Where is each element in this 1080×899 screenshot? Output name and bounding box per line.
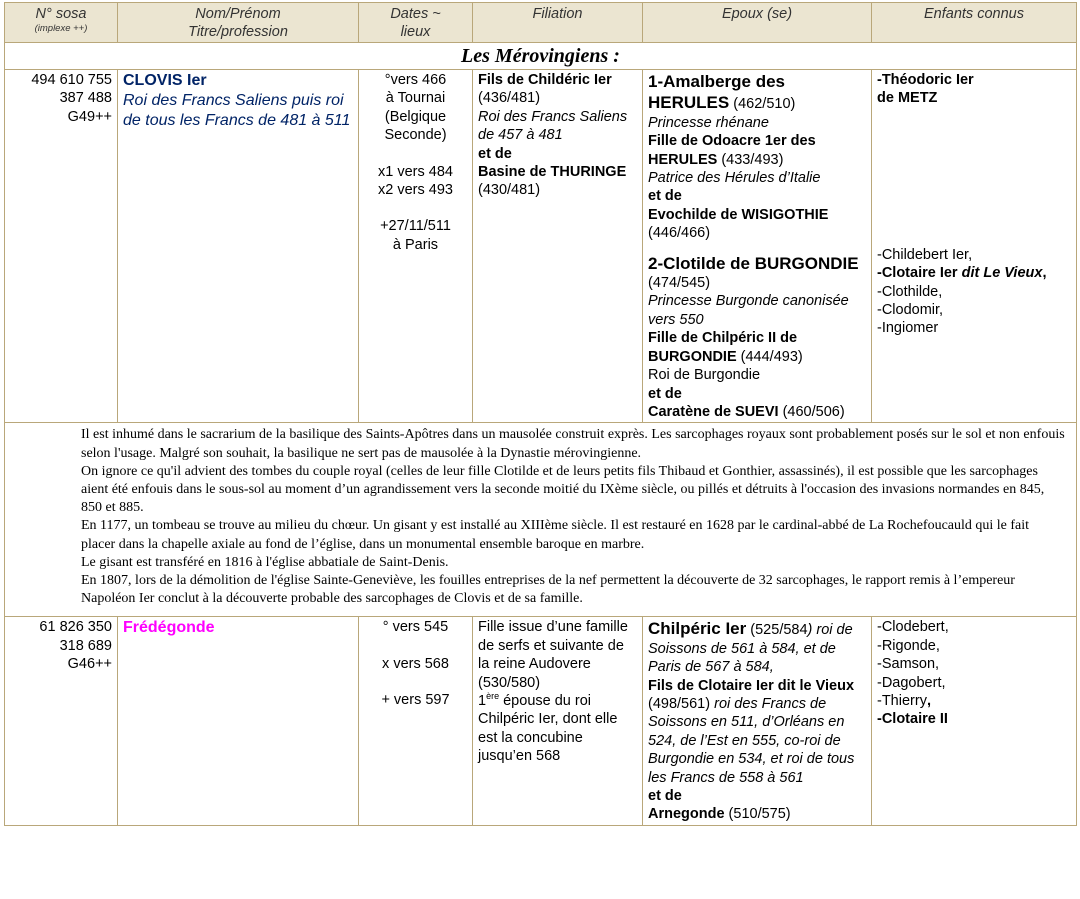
rank-number: 1: [478, 692, 487, 709]
marriage-date: x vers 568: [382, 655, 449, 672]
spouse-mother: Evochilde de WISIGOTHIE: [648, 206, 829, 223]
spouse-father-years: (498/561): [648, 695, 715, 712]
note-row: [5, 423, 1077, 617]
child-name: -Dagobert,: [877, 674, 946, 691]
child-name: [877, 692, 1071, 710]
father-years: (436/481): [478, 90, 541, 107]
birth-place: (Belgique: [384, 108, 447, 125]
child-name: -Rigonde,: [877, 637, 940, 654]
father-name: Fils de Childéric Ier: [478, 72, 612, 88]
birth-place: Seconde): [384, 127, 447, 144]
and-label: et de: [648, 788, 682, 804]
burial-note: [5, 423, 1077, 617]
child-name: -Ingiomer: [877, 320, 939, 337]
children-cell: [872, 617, 1077, 825]
children-cell: [872, 70, 1077, 423]
child-name-text: -Clotaire Ier: [877, 265, 962, 282]
sosa-number: 494 610 755: [31, 72, 112, 88]
child-name: de METZ: [877, 90, 938, 107]
person-name: CLOVIS Ier: [123, 72, 207, 89]
child-name: -Samson,: [877, 656, 940, 673]
child-name: -Clodebert,: [877, 619, 949, 636]
birth-date: °vers 466: [384, 72, 447, 88]
marriage-date: x2 vers 493: [378, 182, 453, 199]
filiation-cell: [473, 617, 643, 825]
spouse-father: Fille de Chilpéric II de BURGONDIE: [648, 330, 798, 365]
spouse-cell: [643, 617, 872, 825]
person-row-fredegonde: [5, 617, 1077, 825]
header-name-line2: Titre/profession: [188, 24, 288, 40]
child-name: -Childebert Ier,: [877, 246, 973, 263]
header-row: [5, 3, 1077, 43]
spouse-cell: [643, 70, 872, 423]
sosa-cell: [5, 70, 118, 423]
child-nickname: dit Le Vieux: [961, 265, 1043, 282]
person-row-clovis: [5, 70, 1077, 423]
header-filiation-label: Filiation: [532, 6, 583, 22]
note-paragraph: Le gisant est transféré en 1816 à l'église abbatiale de Saint-Denis.: [81, 554, 449, 570]
person-name: Frédégonde: [123, 619, 215, 637]
child-comma: ,: [926, 692, 931, 709]
spacer: [648, 243, 866, 253]
note-paragraph: En 1807, lors de la démolition de l'église Sainte-Geneviève, les fouilles entreprises de la nef permettent la découverte de 32 sarcophages, le rapport remis à l’empereur Napoléon Ier conclut à la découverte probable des sarcophages de Clovis et de sa famille.: [81, 572, 1015, 607]
header-dates-line2: lieux: [400, 24, 431, 40]
header-name: [118, 3, 359, 43]
header-dates-line1: Dates ~: [390, 6, 441, 22]
generation-label: G46++: [67, 656, 112, 673]
spacer: [364, 637, 467, 655]
birth-date: ° vers 545: [382, 619, 449, 636]
spouse-father-years: (444/493): [740, 348, 803, 365]
header-children: [872, 3, 1077, 43]
spouse-name: Chilpéric Ier: [648, 619, 747, 639]
sosa-number: 387 488: [59, 90, 112, 107]
child-name-text: -Thierry: [877, 692, 927, 709]
header-dates: [359, 3, 473, 43]
and-label: et de: [648, 385, 682, 402]
child-comma: ,: [1042, 265, 1047, 282]
spouse-mother: Caratène de SUEVI: [648, 403, 779, 420]
header-filiation: [473, 3, 643, 43]
spouse-father-years: (433/493): [721, 151, 784, 168]
spacer: [364, 145, 467, 163]
and-label: et de: [648, 188, 682, 205]
father-title: Roi des Francs Saliens de 457 à 481: [478, 108, 628, 144]
spouse-title: Princesse rhénane: [648, 114, 769, 131]
dates-cell: [359, 70, 473, 423]
name-cell: [118, 617, 359, 825]
section-row: [5, 43, 1077, 70]
child-name: -Clothilde,: [877, 283, 943, 300]
spacer: [877, 108, 1071, 246]
note-paragraph: En 1177, un tombeau se trouve au milieu du chœur. Un gisant y est installé au XIIIème siècle. Il est restauré en 1628 par le cardinal-abbé de La Rochefoucauld qui le fait placer dans la chapelle axiale au fond de l’église, dans un monumental ensemble baroque en marbre.: [81, 518, 1030, 552]
and-label: et de: [478, 145, 512, 162]
spacer: [364, 199, 467, 217]
header-spouse: [643, 3, 872, 43]
generation-label: G49++: [67, 108, 112, 125]
death-date: +27/11/511: [380, 218, 451, 235]
genealogy-table: [4, 2, 1077, 826]
spouse-name: 2-Clotilde de BURGONDIE: [648, 253, 859, 273]
spouse-father-title: Roi de Burgondie: [648, 367, 761, 384]
spouse-father-title: roi des Francs de Soissons en 511, d’Orléans en 524, de l’Est en 555, co-roi de Burgondie en 534, et roi de tous les Francs de 558 à 561: [648, 695, 855, 786]
header-sosa-label: N° sosa: [35, 6, 87, 22]
marriage-date: x1 vers 484: [378, 163, 453, 180]
sosa-number: 318 689: [59, 637, 112, 654]
header-children-label: Enfants connus: [924, 6, 1024, 22]
child-name: -Théodoric Ier: [877, 72, 974, 88]
child-name: [877, 264, 1071, 282]
spouse-mother-years: (510/575): [724, 806, 791, 823]
spouse-title: ) roi de Soissons de 561 à 584, et de Paris de 567 à 584,: [648, 622, 853, 676]
child-name: -Clodomir,: [877, 302, 944, 319]
header-name-line1: Nom/Prénom: [195, 6, 281, 22]
header-spouse-label: Epoux (se): [721, 6, 793, 22]
spouse-years: (525/584: [746, 622, 808, 639]
spouse-years: (462/510): [733, 96, 796, 113]
spouse-name: 1-Amalberge des HERULES: [648, 72, 785, 113]
spouse-mother-years: (446/466): [648, 225, 711, 242]
person-title: Roi des Francs Saliens puis roi de tous les Francs de 481 à 511: [123, 92, 351, 129]
spouse-father-title: Patrice des Hérules d’Italie: [648, 170, 821, 187]
spouse-title: Princesse Burgonde canonisée vers 550: [648, 293, 849, 328]
sosa-cell: [5, 617, 118, 825]
filiation-rank: [478, 692, 637, 766]
filiation-cell: [473, 70, 643, 423]
header-sosa-note: (implexe ++): [34, 23, 88, 34]
spouse-mother: Arnegonde: [648, 806, 725, 823]
spouse-years: (474/545): [648, 275, 711, 292]
spouse-father: Fils de Clotaire Ier dit le Vieux: [648, 677, 855, 694]
filiation-text: Fille issue d’une famille de serfs et suivante de la reine Audovere (530/580): [478, 619, 628, 691]
name-cell: [118, 70, 359, 423]
note-paragraph: On ignore ce qu'il advient des tombes du couple royal (celles de leur fille Clotilde et de leurs petits fils Thibaud et Gonthier, assassinés), il est possible que les sarcophages aient été enfouis dans le sous-sol au moment d’un agrandissement vers la seconde moitié du IXème siècle, ou pillés et détruits à l'occasion des invasions normandes en 845, 850 et 885.: [81, 463, 1045, 516]
death-place: à Paris: [392, 236, 439, 253]
spacer: [364, 673, 467, 691]
section-title: Les Mérovingiens :: [5, 43, 1077, 70]
note-paragraph: Il est inhumé dans le sacrarium de la basilique des Saints-Apôtres dans un mausolée construit exprès. Les sarcophages royaux sont probablement posés sur le sol et non enfouis selon l'usage. Malgré son souhait, la basilique ne sert pas de mausolée à la Dynastie mérovingienne.: [81, 427, 1065, 461]
child-name: -Clotaire II: [877, 711, 948, 728]
spouse-mother-years: (460/506): [782, 403, 845, 420]
header-sosa: [5, 3, 118, 43]
death-date: + vers 597: [381, 692, 450, 709]
mother-years: (430/481): [478, 182, 541, 199]
sosa-number: 61 826 350: [39, 619, 112, 636]
birth-place: à Tournai: [385, 90, 446, 107]
dates-cell: [359, 617, 473, 825]
mother-name: Basine de THURINGE: [478, 164, 627, 181]
filiation-text: épouse du roi Chilpéric Ier, dont elle est la concubine jusqu’en 568: [478, 692, 618, 765]
spouse-father: Fille de Odoacre 1er des HERULES: [648, 133, 816, 168]
rank-suffix: ère: [486, 691, 500, 702]
